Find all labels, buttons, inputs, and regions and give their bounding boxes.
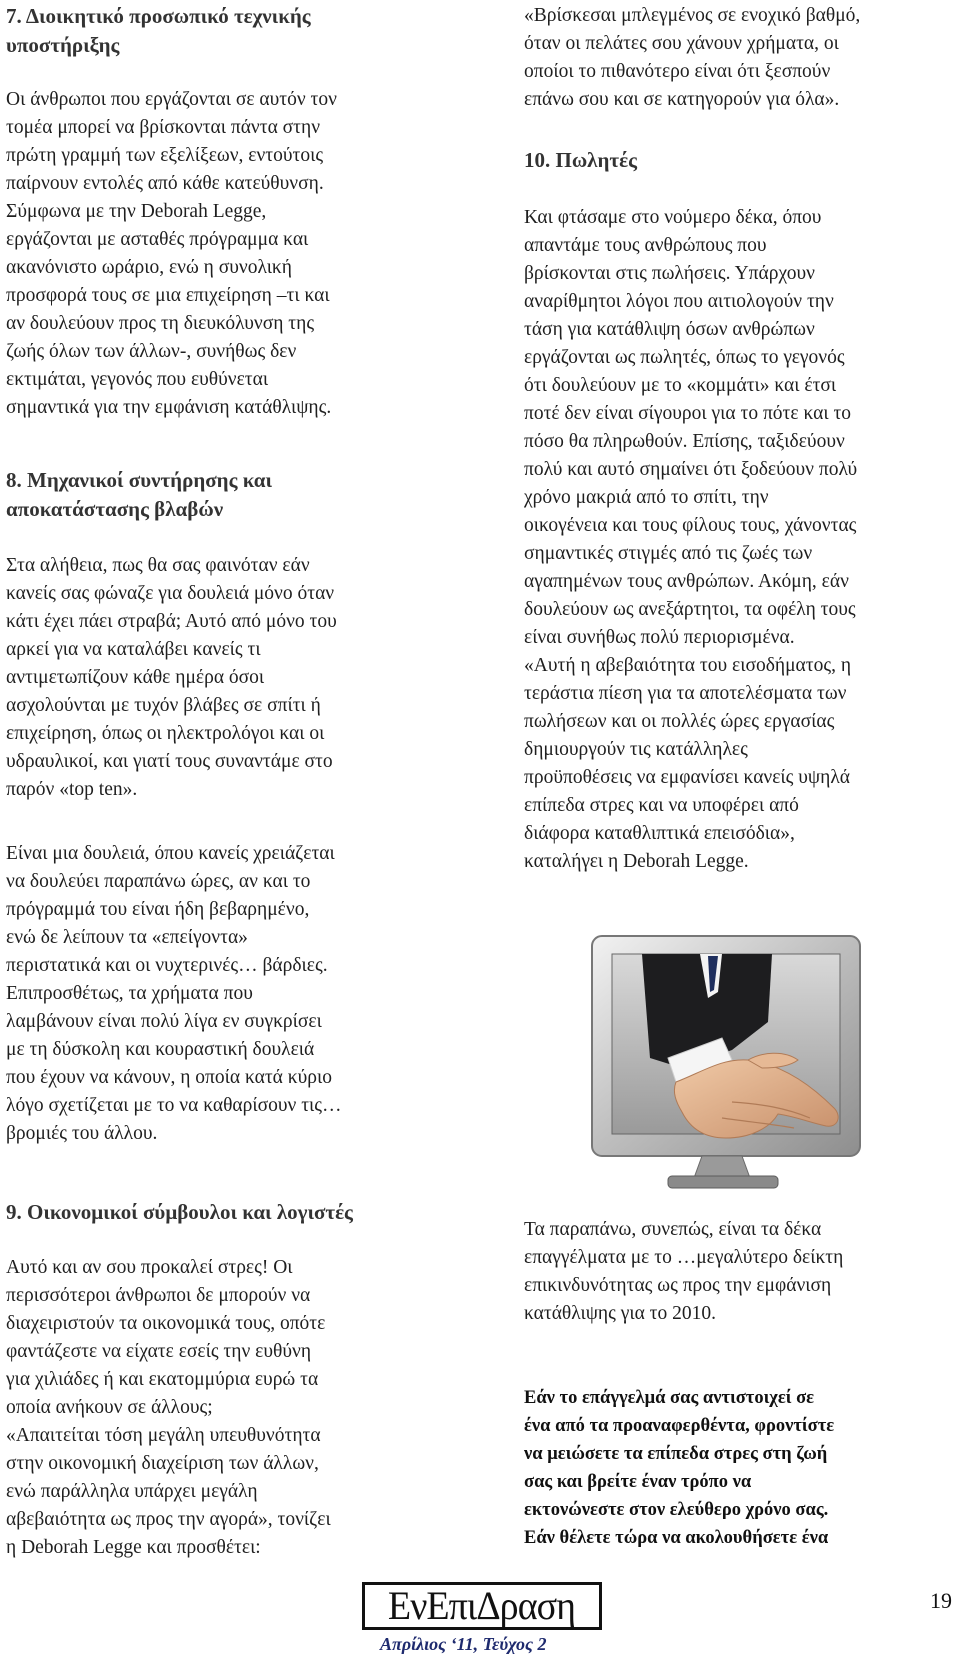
text-line: η Deborah Legge και προσθέτει:	[6, 1537, 261, 1558]
text-line: ζωής όλων των άλλων-, συνήθως δεν	[6, 341, 297, 362]
text-line: προσφορά τους σε μια επιχείρηση –τι και	[6, 285, 330, 306]
text-line: Στα αλήθεια, πως θα σας φαινόταν εάν	[6, 555, 310, 576]
text-line: πρώτη γραμμή των εξελίξεων, εντούτοις	[6, 145, 324, 166]
text-line: να μειώσετε τα επίπεδα στρες στη ζωή	[524, 1444, 828, 1464]
monitor-handshake-illustration	[572, 932, 872, 1194]
text-line: Οι άνθρωποι που εργάζονται σε αυτόν τον	[6, 89, 337, 110]
text-line: «Αυτή η αβεβαιότητα του εισοδήματος, η	[524, 655, 852, 676]
page-number: 19	[930, 1588, 952, 1613]
text-line: τάση για κατάθλιψη όσων ανθρώπων	[524, 319, 815, 340]
text-line: Είναι μια δουλειά, όπου κανείς χρειάζεται	[6, 843, 335, 864]
text-line: πρόγραμμά του είναι ήδη βεβαρημένο,	[6, 899, 310, 920]
text-line: πωλήσεων και οι πολλές ώρες εργασίας	[524, 711, 835, 732]
text-line: πολύ και αυτό σημαίνει ότι ξοδεύουν πολύ	[524, 459, 858, 480]
text-line: αρκεί για να καταλάβει κανείς τι	[6, 639, 261, 660]
text-line: κάτι έχει πάει στραβά; Αυτό από μόνο του	[6, 611, 337, 632]
section-8-heading-line: αποκατάστασης βλαβών	[6, 497, 224, 521]
text-line: ακανόνιστο ωράριο, ενώ η συνολική	[6, 257, 292, 278]
text-line: κατάθλιψης για το 2010.	[524, 1303, 717, 1324]
text-line: εκτονώνεστε στον ελεύθερο χρόνο σας.	[524, 1500, 829, 1520]
closing-advice	[524, 1384, 834, 1552]
section-7-heading-line: υποστήριξης	[6, 33, 120, 57]
text-line: περιστατικά και οι νυχτερινές… βάρδιες.	[6, 955, 328, 976]
text-line: ασχολούνται με τυχόν βλάβες σε σπίτι ή	[6, 695, 321, 716]
text-line: λαμβάνουν είναι πολύ λίγα εν συγκρίσει	[6, 1011, 322, 1032]
text-line: επάνω σου και σε κατηγορούν για όλα».	[524, 89, 840, 110]
text-line: καταλήγει η Deborah Legge.	[524, 851, 749, 872]
text-line: υδραυλικοί, και γιατί τους συναντάμε στο	[6, 751, 333, 772]
text-line: για χιλιάδες ή και εκατομμύρια ευρώ τα	[6, 1369, 319, 1390]
section-10-body	[524, 204, 857, 876]
text-line: αντιμετωπίζουν κάθε ημέρα όσοι	[6, 667, 265, 688]
text-line: «Βρίσκεσαι μπλεγμένος σε ενοχικό βαθμό,	[524, 5, 861, 26]
text-line: τεράστια πίεση για τα αποτελέσματα των	[524, 683, 847, 704]
section-7-heading	[6, 2, 311, 60]
text-line: χρόνο μακριά από το σπίτι, την	[524, 487, 769, 508]
section-8-heading-line: 8. Μηχανικοί συντήρησης και	[6, 468, 272, 492]
text-line: αν δουλεύουν προς τη διευκόλυνση της	[6, 313, 315, 334]
text-line: λόγο σχετίζεται με το να καθαρίσουν τις…	[6, 1095, 342, 1116]
text-line: ότι δουλεύουν με το «κομμάτι» και έτσι	[524, 375, 837, 396]
text-line: Σύμφωνα με την Deborah Legge,	[6, 201, 267, 222]
text-line: αναρίθμητοι λόγοι που αιτιολογούν την	[524, 291, 834, 312]
text-line: κανείς σας φώναζε για δουλειά μόνο όταν	[6, 583, 335, 604]
text-line: σημαντικά για την εμφάνιση κατάθλιψης.	[6, 397, 332, 418]
text-line: τομέα μπορεί να βρίσκονται πάντα στην	[6, 117, 321, 138]
text-line: φαντάζεστε να είχατε εσείς την ευθύνη	[6, 1341, 312, 1362]
text-line: απαντάμε τους ανθρώπους που	[524, 235, 767, 256]
text-line: επίπεδα στρες και να υποφέρει από	[524, 795, 799, 816]
text-line: εκτιμάται, γεγονός που ευθύνεται	[6, 369, 269, 390]
text-line: επιχείρηση, όπως οι ηλεκτρολόγοι και οι	[6, 723, 325, 744]
issue-info: Απρίλιος ‘11, Τεύχος 2	[380, 1634, 547, 1654]
text-line: με τη δύσκολη και κουραστική δουλειά	[6, 1039, 315, 1060]
text-line: εργάζονται με ασταθές πρόγραμμα και	[6, 229, 309, 250]
magazine-logo	[362, 1582, 602, 1630]
text-line: αγαπημένων τους ανθρώπων. Ακόμη, εάν	[524, 571, 849, 592]
legge-quote	[524, 2, 860, 114]
section-8-body-2	[6, 840, 342, 1148]
section-7-body	[6, 86, 337, 422]
text-line: βρίσκονται στις πωλήσεις. Υπάρχουν	[524, 263, 815, 284]
text-line: διάφορα καταθλιπτικά επεισόδια»,	[524, 823, 795, 844]
text-line: αβεβαιότητα ως προς την αγορά», τονίζει	[6, 1509, 331, 1530]
section-8-body-1	[6, 552, 337, 804]
text-line: οποία ανήκουν σε άλλους;	[6, 1397, 213, 1418]
text-line: παρόν «top ten».	[6, 779, 138, 800]
text-line: σας και βρείτε έναν τρόπο να	[524, 1472, 752, 1492]
text-line: είναι συνήθως πολύ περιορισμένα.	[524, 627, 795, 648]
text-line: δουλεύουν ως ανεξάρτητοι, τα οφέλη τους	[524, 599, 856, 620]
text-line: περισσότεροι άνθρωποι δε μπορούν να	[6, 1285, 311, 1306]
text-line: που έχουν να κάνουν, η οποία κατά κύριο	[6, 1067, 332, 1088]
text-line: εργάζονται ως πωλητές, όπως το γεγονός	[524, 347, 845, 368]
text-line: Αυτό και αν σου προκαλεί στρες! Οι	[6, 1257, 293, 1278]
text-line: πόσο θα πληρωθούν. Επίσης, ταξιδεύουν	[524, 431, 845, 452]
text-line: Τα παραπάνω, συνεπώς, είναι τα δέκα	[524, 1219, 822, 1240]
text-line: ενώ δε λείπουν τα «επείγοντα»	[6, 927, 248, 948]
text-line: να δουλεύει παραπάνω ώρες, αν και το	[6, 871, 311, 892]
text-line: Εάν θέλετε τώρα να ακολουθήσετε ένα	[524, 1528, 829, 1548]
section-7-heading-line: 7. Διοικητικό προσωπικό τεχνικής	[6, 4, 311, 28]
text-line: ποτέ δεν είναι σίγουροι για το πότε και το	[524, 403, 852, 424]
text-line: ένα από τα προαναφερθέντα, φροντίστε	[524, 1416, 835, 1436]
section-8-heading	[6, 466, 272, 524]
text-line: διαχειριστούν τα οικονομικά τους, οπότε	[6, 1313, 326, 1334]
text-line: οικογένεια και τους φίλους τους, χάνοντας	[524, 515, 857, 536]
text-line: Εάν το επάγγελμά σας αντιστοιχεί σε	[524, 1388, 815, 1408]
text-line: δημιουργούν τις κατάλληλες	[524, 739, 748, 760]
text-line: οποίοι το πιθανότερο είναι ότι ξεσπούν	[524, 61, 831, 82]
text-line: «Απαιτείται τόση μεγάλη υπευθυνότητα	[6, 1425, 321, 1446]
magazine-logo-text: ΕνΕπιΔραση	[388, 1583, 576, 1628]
summary-paragraph	[524, 1216, 843, 1328]
text-line: ενώ παράλληλα υπάρχει μεγάλη	[6, 1481, 258, 1502]
section-9-heading: 9. Οικονομικοί σύμβουλοι και λογιστές	[6, 1200, 353, 1224]
text-line: βρομιές του άλλου.	[6, 1123, 158, 1144]
monitor-handshake-icon	[572, 932, 872, 1194]
text-line: προϋποθέσεις να εμφανίσει κανείς υψηλά	[524, 767, 851, 788]
section-9-body	[6, 1254, 331, 1562]
text-line: παίρνουν εντολές από κάθε κατεύθυνση.	[6, 173, 324, 194]
text-line: επαγγέλματα με το …μεγαλύτερο δείκτη	[524, 1247, 844, 1268]
text-line: σημαντικές στιγμές από τις ζωές των	[524, 543, 813, 564]
section-10-heading: 10. Πωλητές	[524, 148, 637, 172]
text-line: Και φτάσαμε στο νούμερο δέκα, όπου	[524, 207, 822, 228]
text-line: στην οικονομική διαχείριση των άλλων,	[6, 1453, 319, 1474]
text-line: Επιπροσθέτως, τα χρήματα που	[6, 983, 253, 1004]
text-line: όταν οι πελάτες σου χάνουν χρήματα, οι	[524, 33, 839, 54]
text-line: επικινδυνότητας ως προς την εμφάνιση	[524, 1275, 832, 1296]
